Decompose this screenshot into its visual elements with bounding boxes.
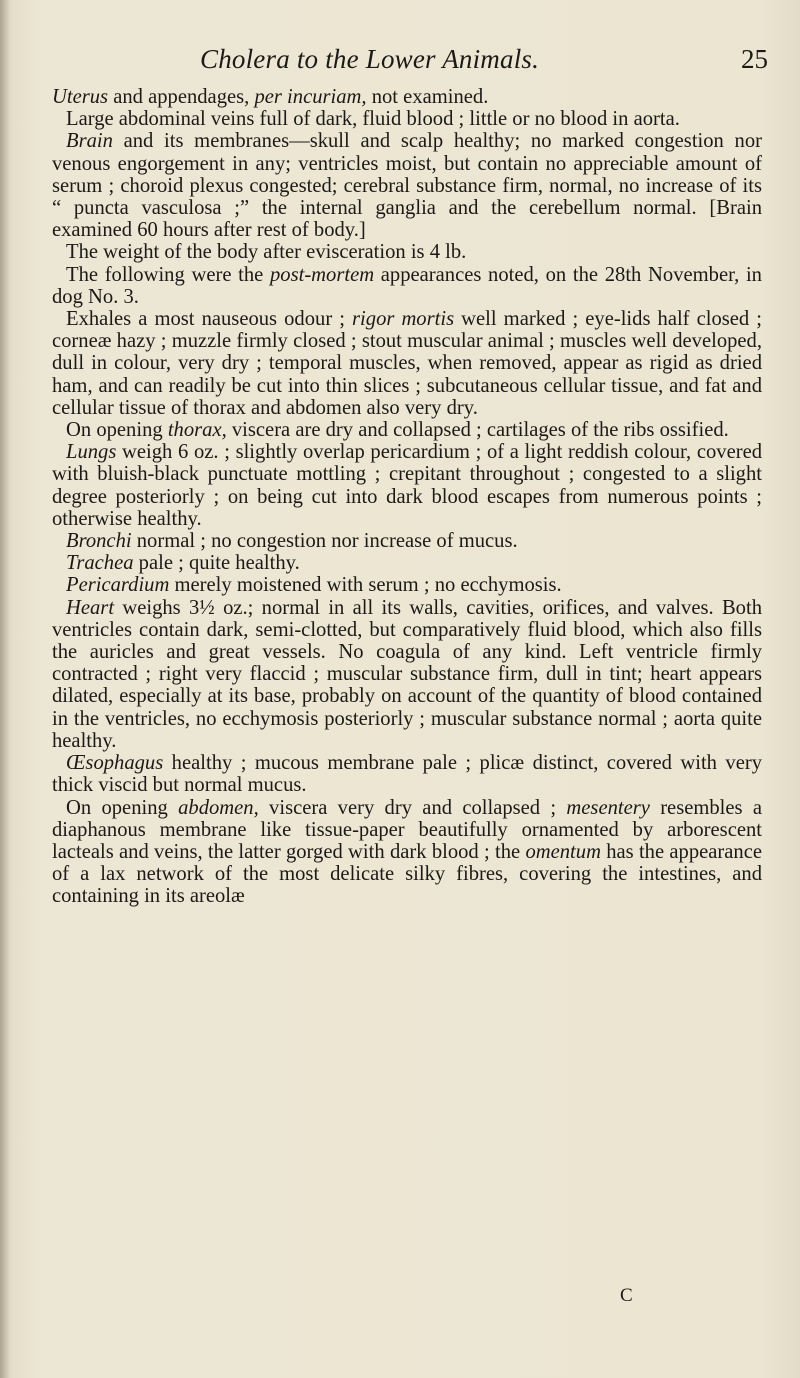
- italic-term: thorax,: [167, 419, 227, 442]
- paragraph: [52, 241, 762, 263]
- text-run: normal ; no congestion nor increase of mucus.: [131, 530, 518, 553]
- paragraph: [52, 441, 762, 530]
- paragraph: [52, 530, 762, 552]
- paragraph: [52, 86, 762, 108]
- running-title: Cholera to the Lower Animals.: [200, 44, 540, 74]
- text-run: Large abdominal veins full of dark, fluid blood ; little or no blood in aorta.: [66, 108, 680, 131]
- italic-term: Uterus: [52, 86, 109, 108]
- paragraph: [52, 597, 762, 752]
- text-run: On opening: [66, 796, 179, 819]
- binding-shadow: [0, 0, 10, 1378]
- paragraph: [52, 308, 762, 419]
- text-run: and its membranes—skull and scalp healthy; no marked congestion nor venous engorgement in any; ventricles moist, but contain no appreciable amount of serum ; choroid plexus congested; cerebral substance firm, normal, no increase of its “ puncta vasculosa ;” the internal ganglia and the cerebellum normal. [Brain examined 60 hours after rest of body.]: [52, 130, 762, 242]
- text-run: viscera very dry and collapsed ;: [258, 796, 567, 819]
- paragraph: [52, 552, 762, 574]
- text-run: viscera are dry and collapsed ; cartilages of the ribs ossified.: [226, 419, 729, 442]
- text-run: Exhales a most nauseous odour ;: [66, 308, 353, 331]
- text-run: has the appearance of a lax network of the most delicate silky fibres, covering the intestines, and containing in its areolæ: [52, 840, 762, 908]
- text-run: and appendages,: [108, 86, 255, 108]
- page-header: [40, 44, 780, 84]
- paragraph: [52, 419, 762, 441]
- page-number: 25: [741, 44, 768, 74]
- body-text: [52, 86, 762, 908]
- italic-term: omentum: [525, 840, 601, 863]
- italic-term: Brain: [66, 130, 113, 153]
- signature-mark: C: [620, 1285, 633, 1306]
- text-run: weighs 3½ oz.; normal in all its walls, cavities, orifices, and valves. Both ventricles contain dark, semi-clotted, but comparatively fluid blood, which also fills the auricles and great vessels. No coagula of any kind. Left ventricle firmly contracted ; right very flaccid ; muscular substance firm, dull in tint; heart appears dilated, especially at its base, probably on account of the quantity of blood contained in the ventricles, no ecchymosis posteriorly ; muscular substance normal ; aorta quite healthy.: [52, 596, 762, 752]
- text-run: The weight of the body after evisceration is 4 lb.: [66, 241, 467, 264]
- paragraph: [52, 108, 762, 130]
- text-run: On opening: [66, 419, 168, 442]
- italic-term: post-mortem: [269, 263, 375, 286]
- paragraph: [52, 130, 762, 241]
- italic-term: Bronchi: [66, 530, 132, 553]
- italic-term: rigor mortis: [352, 308, 455, 331]
- paragraph: [52, 752, 762, 796]
- italic-term: Heart: [66, 596, 115, 619]
- text-run: healthy ; mucous membrane pale ; plicæ distinct, covered with very thick viscid but normal mucus.: [52, 752, 762, 797]
- italic-term: abdomen,: [178, 796, 259, 819]
- italic-term: Lungs: [66, 441, 117, 464]
- paragraph: [52, 264, 762, 308]
- text-run: pale ; quite healthy.: [133, 552, 300, 575]
- text-run: appearances noted, on the 28th November, in dog No. 3.: [52, 263, 762, 308]
- paragraph: [52, 797, 762, 908]
- text-run: resembles a diaphanous membrane like tissue-paper beautifully ornamented by arborescent lacteals and veins, the latter gorged with dark blood ; the: [52, 796, 762, 863]
- italic-term: per incuriam,: [254, 86, 367, 108]
- italic-term: Œsophagus: [66, 752, 164, 775]
- italic-term: Trachea: [66, 552, 134, 575]
- text-run: The following were the: [66, 263, 270, 286]
- italic-term: mesentery: [566, 796, 650, 819]
- paragraph: [52, 574, 762, 596]
- italic-term: Pericardium: [66, 574, 170, 597]
- text-run: merely moistened with serum ; no ecchymosis.: [169, 574, 562, 597]
- text-run: well marked ; eye-lids half closed ; corneæ hazy ; muzzle firmly closed ; stout muscular animal ; muscles well developed, dull in colour, very dry ; temporal muscles, when removed, appear as rigid as dried ham, and can readily be cut into thin slices ; subcutaneous cellular tissue, and fat and cellular tissue of thorax and abdomen also very dry.: [52, 308, 762, 419]
- text-run: weigh 6 oz. ; slightly overlap pericardium ; of a light reddish colour, covered with bluish-black punctuate mottling ; crepitant throughout ; congested to a slight degree posteriorly ; on being cut into dark blood escapes from numerous points ; otherwise healthy.: [52, 441, 762, 530]
- text-run: not examined.: [366, 86, 489, 108]
